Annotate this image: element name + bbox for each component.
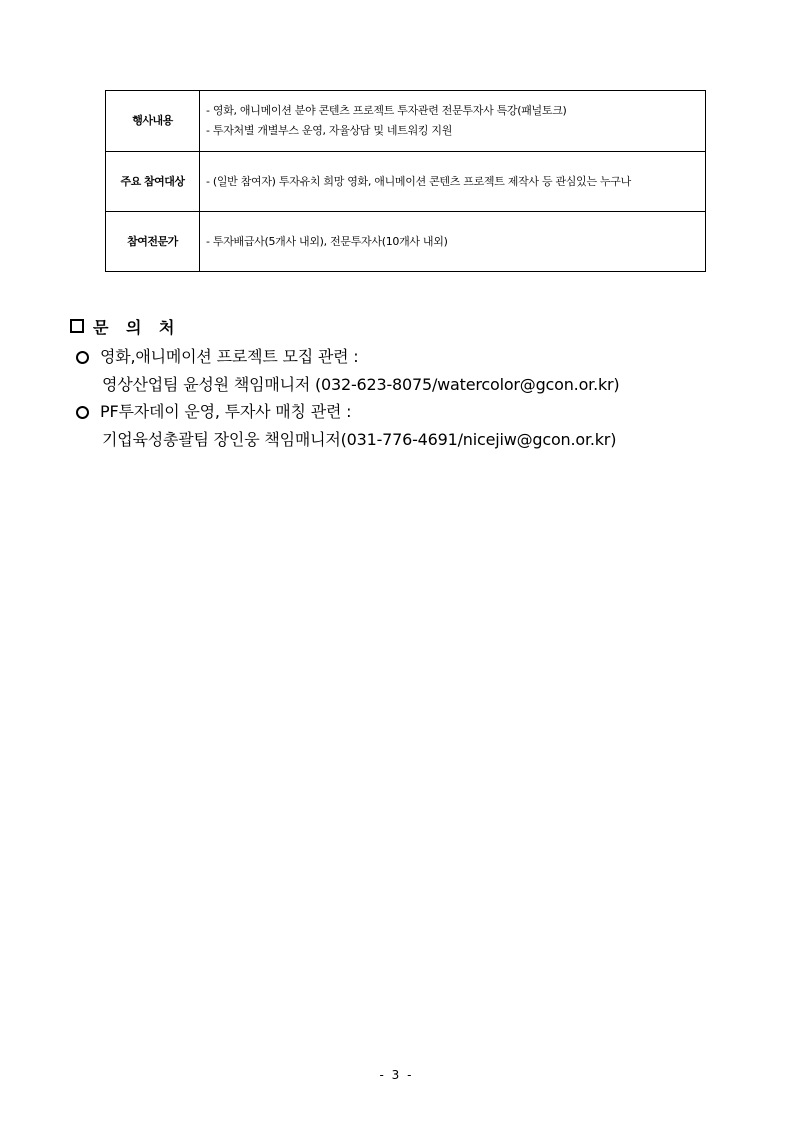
row-label: 행사내용 (106, 91, 200, 152)
row-content (200, 212, 706, 272)
contact-item (76, 398, 616, 454)
row-content (200, 91, 706, 152)
contact-section-heading (70, 315, 181, 337)
contact-item-title: 영화,애니메이션 프로젝트 모집 관련 : (100, 347, 359, 366)
content-line: - 투자처별 개별부스 운영, 자율상담 및 네트워킹 지원 (206, 124, 453, 137)
contact-heading-text: 문 의 처 (93, 317, 181, 337)
row-label: 참여전문가 (106, 212, 200, 272)
content-line: - (일반 참여자) 투자유치 희망 영화, 애니메이션 콘텐츠 프로젝트 제작사 등 관심있는 누구나 (206, 174, 631, 188)
contact-item-title: PF투자데이 운영, 투자사 매칭 관련 : (100, 402, 352, 421)
row-label: 주요 참여대상 (106, 152, 200, 212)
table-row-target-participants (106, 152, 706, 212)
table-row-event-content (106, 91, 706, 152)
content-line: - 투자배급사(5개사 내외), 전문투자사(10개사 내외) (206, 234, 448, 248)
circle-bullet-icon (76, 351, 89, 364)
row-content (200, 152, 706, 212)
contact-item (76, 343, 619, 399)
table-row-experts (106, 212, 706, 272)
event-info-table (105, 90, 706, 272)
contact-item-detail: 기업육성총괄팀 장인웅 책임매니저(031-776-4691/nicejiw@gcon.or.kr) (102, 430, 617, 449)
square-bullet-icon (70, 319, 84, 333)
contact-item-detail: 영상산업팀 윤성원 책임매니저 (032-623-8075/watercolor@gcon.or.kr) (102, 375, 620, 394)
content-line: - 영화, 애니메이션 분야 콘텐츠 프로젝트 투자관련 전문투자사 특강(패널토크) (206, 104, 567, 117)
circle-bullet-icon (76, 406, 89, 419)
page-number: - 3 - (379, 1068, 414, 1082)
